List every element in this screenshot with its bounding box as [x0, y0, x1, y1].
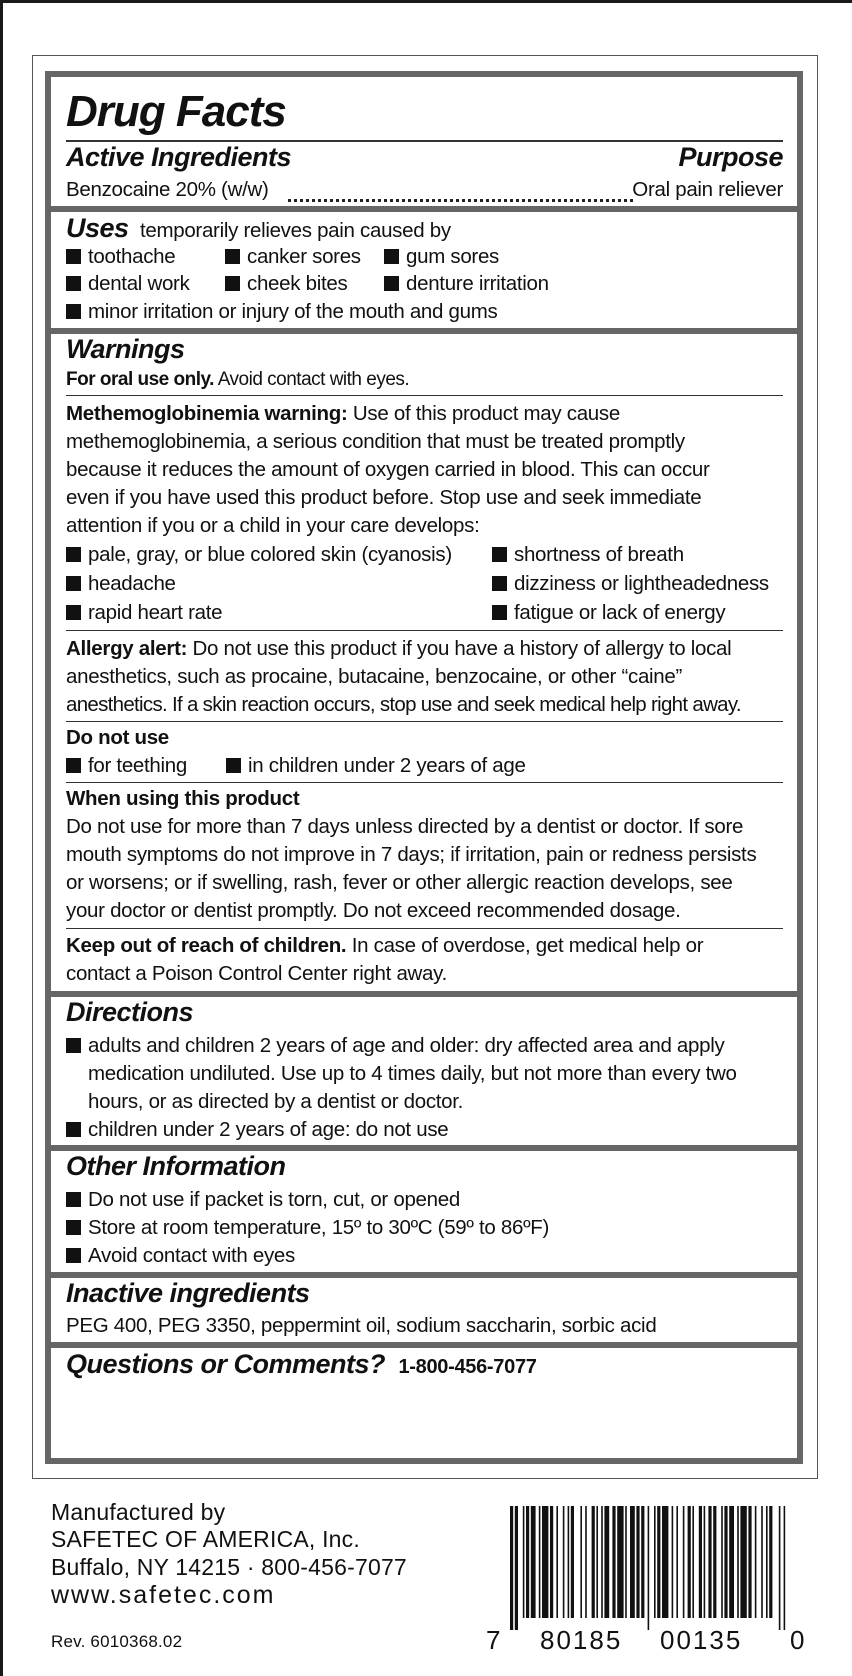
bullet-square-icon	[66, 1248, 81, 1263]
barcode-bar	[596, 1506, 598, 1618]
uses-row-3	[66, 297, 783, 326]
ingredient-purpose: Oral pain reliever	[632, 178, 783, 201]
list-item: Avoid contact with eyes	[66, 1241, 783, 1270]
barcode-bar	[617, 1506, 623, 1618]
bullet-square-icon	[226, 758, 241, 773]
meth-line-0: Methemoglobinemia warning: Use of this product may cause	[66, 402, 620, 425]
barcode-bar	[654, 1506, 656, 1618]
barcode-bar	[539, 1506, 541, 1618]
barcode-bar	[601, 1506, 603, 1618]
bullet-square-icon	[66, 576, 81, 591]
barcode-bar	[648, 1506, 650, 1630]
barcode-bar	[740, 1506, 746, 1618]
section-bar	[51, 206, 797, 212]
warnings-heading-row	[66, 335, 783, 369]
barcode-bar	[510, 1506, 513, 1630]
barcode-bar	[721, 1506, 723, 1618]
manufacturer-address: Buffalo, NY 14215 · 800-456-7077	[51, 1554, 407, 1580]
barcode-bar	[568, 1506, 570, 1618]
divider	[66, 782, 783, 783]
drug-facts-title: Drug Facts	[66, 87, 286, 136]
list-item: fatigue or lack of energy	[492, 598, 725, 627]
inactive-heading: Inactive ingredients	[66, 1278, 310, 1308]
when-line-0: Do not use for more than 7 days unless directed by a dentist or doctor. If sore	[66, 815, 744, 838]
directions-item-2: children under 2 years of age: do not use	[66, 1115, 783, 1144]
allergy-line-1: anesthetics, such as procaine, butacaine, benzocaine, or other “caine”	[66, 665, 683, 688]
questions-heading: Questions or Comments?	[66, 1349, 386, 1379]
barcode-group-2: 00135	[660, 1625, 743, 1655]
barcode-bar	[556, 1506, 558, 1618]
barcode-right-digit: 0	[790, 1625, 805, 1655]
barcode-bar	[515, 1506, 518, 1630]
barcode-bar	[657, 1506, 660, 1618]
barcode-bar	[523, 1506, 525, 1618]
barcode-bar	[563, 1506, 565, 1618]
divider	[66, 721, 783, 722]
directions-item-1-cont: medication undiluted. Use up to 4 times daily, but not more than every two	[88, 1062, 737, 1085]
do-not-use-heading: Do not use	[66, 726, 169, 749]
barcode-bar	[748, 1506, 751, 1618]
directions-item-1: adults and children 2 years of age and older: dry affected area and apply	[66, 1031, 783, 1060]
leader-dots	[288, 185, 633, 202]
drug-facts-panel	[45, 71, 803, 1464]
list-item: in children under 2 years of age	[226, 751, 526, 780]
barcode-bar	[737, 1506, 739, 1618]
bullet-square-icon	[66, 758, 81, 773]
barcode-bar	[676, 1506, 678, 1618]
allergy-line-0: Allergy alert: Do not use this product if you have a history of allergy to local	[66, 637, 732, 660]
when-using-heading: When using this product	[66, 787, 300, 810]
active-ingredient-row	[66, 175, 783, 204]
when-line-3: your doctor or dentist promptly. Do not exceed recommended dosage.	[66, 899, 681, 922]
list-item: gum sores	[384, 242, 499, 271]
active-heading-row	[66, 143, 783, 177]
questions-phone: 1-800-456-7077	[398, 1356, 537, 1378]
other-heading-row	[66, 1152, 783, 1186]
inactive-heading-row	[66, 1279, 783, 1313]
barcode-graphic	[508, 1506, 788, 1630]
barcode-bar	[708, 1506, 711, 1618]
barcode-bar	[688, 1506, 691, 1618]
barcode-bar	[766, 1506, 768, 1618]
directions-heading-row	[66, 998, 783, 1032]
barcode-bar	[625, 1506, 627, 1618]
bullet-square-icon	[66, 1220, 81, 1235]
directions-item-1-cont: hours, or as directed by a dentist or doctor.	[88, 1090, 464, 1113]
list-item: dental work	[66, 269, 190, 298]
other-info-heading: Other Information	[66, 1151, 286, 1181]
bullet-square-icon	[66, 1122, 81, 1137]
barcode-bar	[761, 1506, 763, 1618]
section-bar	[51, 1342, 797, 1348]
meth-line-2: because it reduces the amount of oxygen carried in blood. This can occur	[66, 458, 710, 481]
barcode-bar	[699, 1506, 702, 1618]
bullet-square-icon	[66, 1192, 81, 1207]
list-item: canker sores	[225, 242, 361, 271]
barcode-bar	[526, 1506, 529, 1618]
warnings-heading: Warnings	[66, 334, 185, 364]
list-item: rapid heart rate	[66, 598, 222, 627]
manufacturer-website: www.safetec.com	[51, 1581, 276, 1609]
keep-line-0: Keep out of reach of children. In case of overdose, get medical help or	[66, 934, 704, 957]
list-item: dizziness or lightheadedness	[492, 569, 769, 598]
manufacturer-name: SAFETEC OF AMERICA, Inc.	[51, 1526, 360, 1552]
bullet-square-icon	[66, 547, 81, 562]
active-ingredients-heading: Active Ingredients	[66, 142, 292, 172]
barcode-bar	[729, 1506, 734, 1618]
bullet-square-icon	[492, 547, 507, 562]
barcode-bar	[636, 1506, 639, 1618]
list-item: headache	[66, 569, 176, 598]
bullet-square-icon	[66, 304, 81, 319]
barcode-bar	[683, 1506, 685, 1618]
barcode-bar	[550, 1506, 553, 1618]
barcode-bar	[580, 1506, 582, 1618]
bullet-square-icon	[66, 249, 81, 264]
barcode-bar	[704, 1506, 706, 1618]
list-item: minor irritation or injury of the mouth and gums	[88, 300, 498, 323]
barcode-bar	[662, 1506, 668, 1618]
bullet-square-icon	[66, 276, 81, 291]
active-ingredient: Benzocaine 20% (w/w)	[66, 178, 269, 201]
barcode-bar	[531, 1506, 536, 1618]
uses-intro: temporarily relieves pain caused by	[139, 219, 451, 242]
divider	[66, 630, 783, 631]
divider	[66, 395, 783, 396]
meth-line-3: even if you have used this product before. Stop use and seek immediate	[66, 486, 702, 509]
list-item: for teething	[66, 751, 187, 780]
revision-number: Rev. 6010368.02	[51, 1632, 183, 1651]
divider	[66, 928, 783, 929]
barcode-bar	[592, 1506, 595, 1618]
bullet-square-icon	[66, 605, 81, 620]
inactive-text: PEG 400, PEG 3350, peppermint oil, sodium saccharin, sorbic acid	[66, 1314, 657, 1337]
list-item: toothache	[66, 242, 175, 271]
barcode-bar	[585, 1506, 587, 1618]
bullet-square-icon	[225, 249, 240, 264]
list-item: Do not use if packet is torn, cut, or opened	[66, 1185, 783, 1214]
barcode-bar	[571, 1506, 574, 1618]
barcode-bar	[755, 1506, 757, 1618]
barcode-bar	[724, 1506, 727, 1618]
list-item: shortness of breath	[492, 540, 684, 569]
bullet-square-icon	[384, 276, 399, 291]
list-item: Store at room temperature, 15º to 30ºC (59º to 86ºF)	[66, 1213, 783, 1242]
meth-line-1: methemoglobinemia, a serious condition that must be treated promptly	[66, 430, 685, 453]
barcode-bar	[692, 1506, 694, 1618]
bullet-square-icon	[492, 576, 507, 591]
barcode-bar	[630, 1506, 635, 1618]
barcode-bar	[713, 1506, 716, 1618]
manufactured-by: Manufactured by	[51, 1499, 226, 1525]
bullet-square-icon	[225, 276, 240, 291]
when-line-2: or worsens; or if swelling, rash, fever or other allergic reaction develops, see	[66, 871, 733, 894]
keep-line-1: contact a Poison Control Center right away.	[66, 962, 447, 985]
barcode-bar	[542, 1506, 548, 1618]
list-item: denture irritation	[384, 269, 549, 298]
barcode-bar	[769, 1506, 772, 1618]
uses-heading: Uses	[66, 213, 129, 243]
allergy-line-2: anesthetics. If a skin reaction occurs, stop use and seek medical help right away.	[66, 693, 741, 716]
barcode-bar	[779, 1506, 781, 1630]
oral-use-row: For oral use only. Avoid contact with eyes.	[66, 369, 410, 390]
directions-heading: Directions	[66, 997, 194, 1027]
questions-row	[66, 1350, 783, 1386]
barcode-bar	[672, 1506, 674, 1618]
bullet-square-icon	[492, 605, 507, 620]
list-item: pale, gray, or blue colored skin (cyanosis)	[66, 540, 452, 569]
when-line-1: mouth symptoms do not improve in 7 days; if irritation, pain or redness persists	[66, 843, 757, 866]
barcode-bar	[612, 1506, 615, 1618]
meth-line-4: attention if you or a child in your care develops:	[66, 514, 480, 537]
bullet-square-icon	[384, 249, 399, 264]
barcode-bar	[784, 1506, 786, 1630]
barcode-bar	[641, 1506, 644, 1618]
barcode-bar	[604, 1506, 609, 1618]
bullet-square-icon	[66, 1038, 81, 1053]
list-item: cheek bites	[225, 269, 347, 298]
purpose-heading: Purpose	[678, 142, 783, 172]
barcode-group-1: 80185	[540, 1625, 623, 1655]
barcode-left-digit: 7	[486, 1625, 501, 1655]
